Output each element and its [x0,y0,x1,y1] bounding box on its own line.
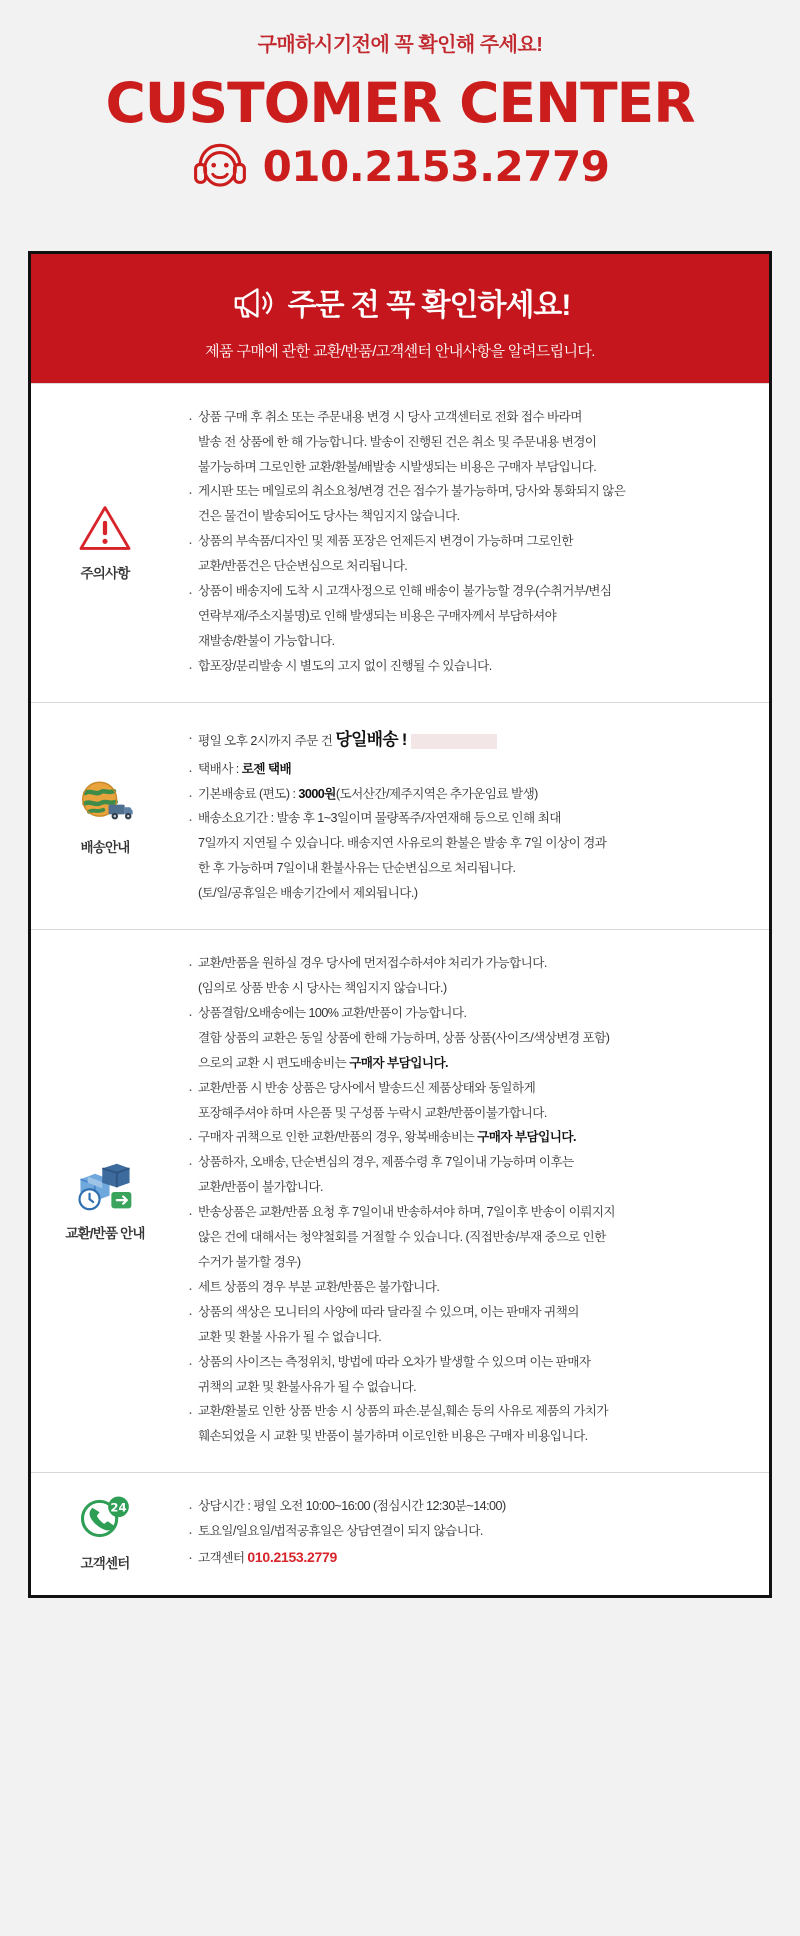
list-item: · 세트 상품의 경우 부분 교환/반품은 불가합니다. [187,1276,747,1299]
list-item: · 배송소요기간 : 발송 후 1~3일이며 물량폭주/자연재해 등으로 인해 최대 [187,807,747,830]
same-day-shipping-highlight: 당일배송 ! [335,729,407,749]
delivery-globe-icon [76,776,134,826]
delivery-list [187,725,747,905]
notice-box-header [31,254,769,383]
list-item: · 토요일/일요일/법적공휴일은 상담연결이 되지 않습니다. [187,1520,747,1543]
notice-box-header-title-row [41,280,759,324]
customer-center-list [187,1495,747,1570]
list-item: 않은 건에 대해서는 청약철회를 거절할 수 있습니다. (직접반송/부재 중으로 인한 [198,1230,606,1245]
list-item: · 구매자 귀책으로 인한 교환/반품의 경우, 왕복배송비는 구매자 부담입니다. [187,1126,747,1149]
list-item: 훼손되었을 시 교환 및 반품이 불가하며 이로인한 비용은 구매자 비용입니다. [198,1429,588,1444]
section-body-delivery [179,703,769,929]
section-row-delivery [31,702,769,929]
list-item: · 기본배송료 (편도) : 3000원(도서산간/제주지역은 추가운임료 발생) [187,783,747,806]
header-subtitle: 구매하시기전에 꼭 확인해 주세요! [257,34,543,56]
section-row-customer-center [31,1472,769,1594]
list-item: 교환 및 환불 사유가 될 수 없습니다. [198,1329,382,1344]
list-item: 불가능하며 그로인한 교환/환불/배발송 시발생되는 비용은 구매자 부담입니다. [198,459,597,474]
list-item: 교환/반품건은 단순변심으로 처리됩니다. [198,559,408,574]
section-icon-wrap-exchange [31,930,179,1472]
exchange-list [187,952,747,1448]
list-item: · 상품하자, 오배송, 단순변심의 경우, 제품수령 후 7일이내 가능하며 이후는 [187,1151,747,1174]
list-item: · 교환/반품 시 반송 상품은 당사에서 발송드신 제품상태와 동일하게 [187,1077,747,1100]
list-item: · 합포장/분리발송 시 별도의 고지 없이 진행될 수 있습니다. [187,655,747,678]
notice-box-header-title: 주문 전 꼭 확인하세요! [287,288,571,322]
section-body-exchange [179,930,769,1472]
top-header [0,28,800,195]
list-item: · 상품 구매 후 취소 또는 주문내용 변경 시 당사 고객센터로 전화 접수 바라며 [187,406,747,429]
megaphone-icon [230,284,274,320]
svg-text:24: 24 [110,1500,127,1515]
list-item: 수거가 불가할 경우) [198,1254,301,1269]
section-icon-wrap-customer-center [31,1473,179,1594]
list-item: 한 후 가능하며 7일이내 환불사유는 단순변심으로 처리됩니다. [198,861,516,876]
section-body-caution [179,384,769,702]
list-item: · 교환/환불로 인한 상품 반송 시 상품의 파손.분실,훼손 등의 사유로 제품의 가치가 [187,1400,747,1423]
shipping-fee: 3000원 [298,786,336,801]
list-item: · 상품결함/오배송에는 100% 교환/반품이 가능합니다. [187,1002,747,1025]
list-item: 포장해주셔야 하며 사은품 및 구성품 누락시 교환/반품이불가합니다. [198,1105,547,1120]
headset-icon [191,139,249,195]
list-item: · 고객센터 010.2153.2779 [187,1545,747,1570]
list-item: 발송 전 상품에 한 해 가능합니다. 발송이 진행된 건은 취소 및 주문내용 변경이 [198,434,597,449]
list-item: 으로의 교환 시 편도배송비는 구매자 부담입니다. [198,1055,449,1070]
buyer-pays-1: 구매자 부담입니다. [349,1055,449,1070]
list-item: · 교환/반품을 원하실 경우 당사에 먼저접수하셔야 처리가 가능합니다. [187,952,747,975]
customer-center-phone: 010.2153.2779 [247,1549,337,1566]
customer-center-24-icon [78,1495,132,1542]
page-title: CUSTOMER CENTER [105,71,695,135]
notice-box-header-subtitle: 제품 구매에 관한 교환/반품/고객센터 안내사항을 알려드립니다. [205,342,595,360]
list-item: · 상품의 색상은 모니터의 사양에 따라 달라질 수 있으며, 이는 판매자 귀책의 [187,1301,747,1324]
caution-list [187,406,747,678]
warning-icon [78,504,132,552]
list-item: · 택배사 : 로젠 택배 [187,758,747,781]
list-item: · 상품의 부속품/디자인 및 제품 포장은 언제든지 변경이 가능하며 그로인한 [187,530,747,553]
buyer-pays-2: 구매자 부담입니다. [477,1130,576,1145]
list-item: · 반송상품은 교환/반품 요청 후 7일이내 반송하셔야 하며, 7일이후 반송이 이뤄지지 [187,1201,747,1224]
list-item: 연락부재/주소지불명)로 인해 발생되는 비용은 구매자께서 부담하셔야 [198,609,557,623]
list-item: · 평일 오후 2시까지 주문 건 당일배송 ! [187,725,747,756]
section-label-customer-center: 고객센터 [80,1556,130,1572]
section-icon-wrap-caution [31,384,179,702]
header-phone-row [0,139,800,195]
exchange-box-icon [75,1161,135,1212]
section-label-exchange: 교환/반품 안내 [65,1225,145,1241]
list-item: 결함 상품의 교환은 동일 상품에 한해 가능하며, 상품 상품(사이즈/색상변경 포함) [198,1030,610,1045]
list-item: · 상품의 사이즈는 측정위치, 방법에 따라 오차가 발생할 수 있으며 이는 판매자 [187,1351,747,1374]
section-body-customer-center [179,1473,769,1594]
list-item: 귀책의 교환 및 환불사유가 될 수 없습니다. [198,1379,417,1394]
list-item: (임의로 상품 반송 시 당사는 책임지지 않습니다.) [198,981,447,995]
list-item: · 상담시간 : 평일 오전 10:00~16:00 (점심시간 12:30분~14:00) [187,1495,747,1518]
list-item: · 상품이 배송지에 도착 시 고객사정으로 인해 배송이 불가능할 경우(수취거부/변심 [187,580,747,603]
list-item: 재발송/환불이 가능합니다. [198,633,335,648]
courier-name: 로젠 택배 [241,761,292,776]
highlight-strip [411,734,497,749]
list-item: (토/일/공휴일은 배송기간에서 제외됩니다.) [198,886,418,901]
notice-box [28,251,772,1598]
header-phone-number: 010.2153.2779 [262,142,610,192]
section-label-delivery: 배송안내 [80,839,130,855]
list-item: 건은 물건이 발송되어도 당사는 책임지지 않습니다. [198,509,460,524]
list-item: 7일까지 지연될 수 있습니다. 배송지연 사유로의 환불은 발송 후 7일 이상이 경과 [198,836,607,851]
section-row-caution [31,383,769,702]
list-item: 교환/반품이 불가합니다. [198,1180,324,1195]
list-item: · 게시판 또는 메일로의 취소요청/변경 건은 접수가 불가능하며, 당사와 통화되지 않은 [187,480,747,503]
section-label-caution: 주의사항 [80,565,130,581]
section-row-exchange [31,929,769,1472]
section-icon-wrap-delivery [31,703,179,929]
